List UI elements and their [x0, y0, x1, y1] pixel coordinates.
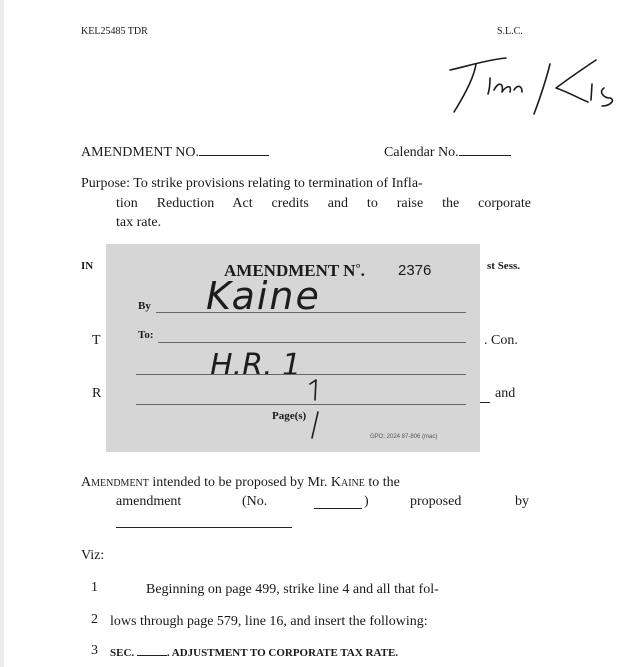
calendar-no-line [384, 143, 511, 161]
stamp-to-handwritten: H.R. 1 [210, 348, 302, 383]
fragment-r: R [92, 386, 102, 401]
purpose-line-3: tax rate. [116, 215, 162, 230]
amendment-no-label: AMENDMENT NO. [81, 145, 199, 160]
stamp-handwritten-strokes [302, 376, 332, 440]
body-line-2: lows through page 579, line 16, and insert the following: [110, 614, 428, 629]
intended-line-1 [81, 473, 400, 492]
fragment-rule [480, 402, 490, 403]
stamp-title-text: AMENDMENT N [224, 261, 356, 280]
calendar-no-label: Calendar No. [384, 145, 459, 160]
amendment-no-blank [199, 143, 269, 156]
office-code: S.L.C. [497, 26, 523, 37]
line-number-1: 1 [91, 580, 98, 595]
intended-amendment-word: Amendment [81, 475, 149, 490]
signature-mark [428, 48, 628, 120]
stamp-gpo: GPO: 2024 87-806 (mac) [370, 434, 438, 440]
intended-tail: to the [364, 475, 400, 490]
proposer-blank [116, 527, 292, 528]
section-sec: SEC. [110, 647, 135, 659]
stamp-number: 2376 [398, 262, 432, 279]
stamp-title: AMENDMENT N°. [224, 260, 365, 280]
viz-label: Viz: [81, 548, 105, 563]
fragment-in: IN [81, 260, 94, 272]
fragment-and: and [495, 386, 516, 401]
calendar-no-blank [459, 143, 511, 156]
scan-edge [0, 0, 4, 667]
intended-by: by [515, 494, 529, 509]
intended-no: (No. [242, 494, 268, 509]
sponsor-name: Kaine [330, 475, 365, 490]
body-line-1: Beginning on page 499, strike line 4 and all that fol- [146, 582, 439, 597]
intended-proposed: proposed [410, 494, 462, 509]
stamp-to-line-1 [158, 342, 466, 343]
fragment-t: T [92, 333, 101, 348]
stamp-to-line-3 [136, 404, 466, 405]
amendment-no-line [81, 143, 269, 161]
line-number-3: 3 [91, 643, 98, 658]
stamp-to-label: To: [138, 329, 154, 341]
purpose-line-2: tion Reduction Act credits and to raise the corporate [116, 196, 531, 211]
section-title: . ADJUSTMENT TO CORPORATE TAX RATE. [166, 647, 399, 659]
fragment-sess: st Sess. [487, 260, 521, 272]
intended-no-close: ) [364, 494, 369, 509]
doc-code: KEL25485 TDR [81, 26, 148, 37]
stamp-page-label: Page(s) [272, 410, 307, 422]
intended-amendment: amendment [116, 494, 182, 509]
section-heading [110, 645, 398, 659]
stamp-by-label: By [138, 300, 151, 312]
line-number-2: 2 [91, 612, 98, 627]
amendment-stamp [106, 244, 480, 452]
fragment-con: . Con. [484, 333, 518, 348]
stamp-to-line-2 [136, 374, 466, 375]
stamp-by-handwritten: Kaine [206, 274, 321, 318]
purpose-line-1: Purpose: To strike provisions relating to termination of Infla- [81, 176, 423, 191]
section-number-blank [137, 645, 167, 656]
intended-no-blank [314, 508, 362, 509]
intended-text: intended to be proposed by Mr. [148, 475, 328, 490]
